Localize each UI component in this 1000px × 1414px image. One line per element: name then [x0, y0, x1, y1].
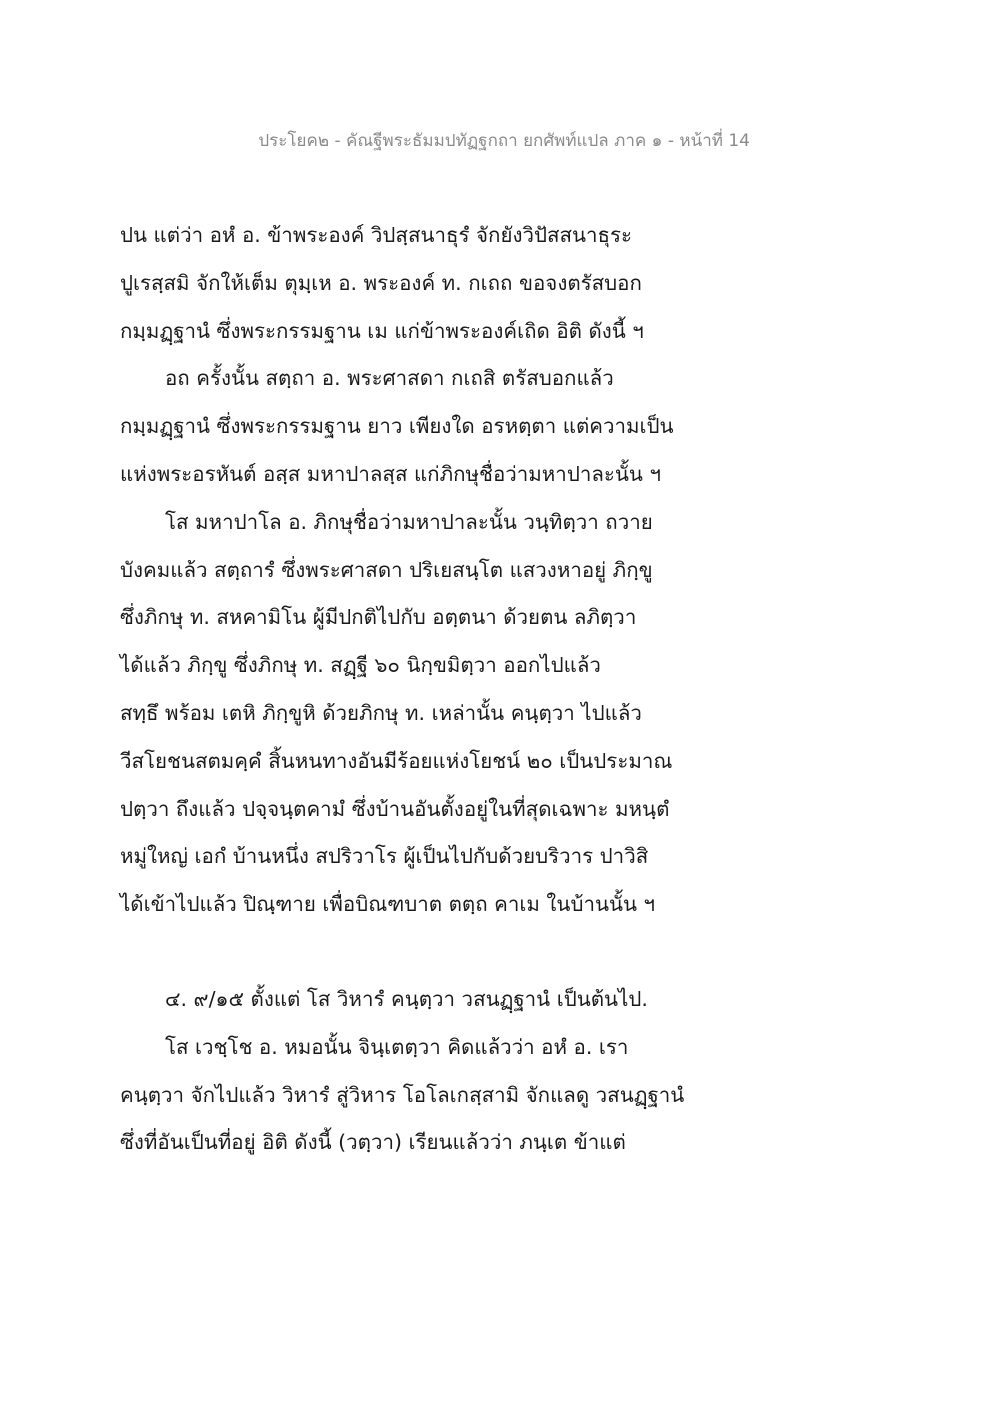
- text-line: ได้แล้ว ภิกฺขู ซึ่งภิกษุ ท. สฏฺฐี ๖๐ นิกฺขมิตฺวา ออกไปแล้ว: [120, 653, 601, 678]
- body-text: [120, 212, 760, 1167]
- text-line: แห่งพระอรหันต์ อสฺส มหาปาลสฺส แก่ภิกษุชื่อว่ามหาปาละนั้น ฯ: [120, 461, 661, 486]
- section-heading: [120, 976, 760, 1024]
- text-line: ปน แต่ว่า อหํ อ. ข้าพระองค์ วิปสฺสนาธุรํ จักยังวิปัสสนาธุระ: [120, 223, 633, 247]
- text-line: สทฺธึ พร้อม เตหิ ภิกฺขูหิ ด้วยภิกษุ ท. เหล่านั้น คนฺตฺวา ไปแล้ว: [120, 700, 642, 725]
- text-line: ซึ่งที่อันเป็นที่อยู่ อิติ ดังนี้ (วตฺวา) เรียนแล้วว่า ภนฺเต ข้าแต่: [120, 1130, 626, 1155]
- text-line: โส มหาปาโล อ. ภิกษุชื่อว่ามหาปาละนั้น วนฺทิตฺวา ถวาย: [165, 509, 653, 534]
- text-line: ปตฺวา ถึงแล้ว ปจฺจนฺตคามํ ซึ่งบ้านอันตั้งอยู่ในที่สุดเฉพาะ มหนฺตํ: [120, 796, 670, 821]
- paragraph: [120, 499, 760, 929]
- text-line: ซึ่งภิกษุ ท. สหคามิโน ผู้มีปกติไปกับ อตฺตนา ด้วยตน ลภิตฺวา: [120, 605, 637, 630]
- text-line: กมฺมฏฺฐานํ ซึ่งพระกรรมฐาน ยาว เพียงใด อรหตฺตา แต่ความเป็น: [120, 414, 674, 439]
- text-line: บังคมแล้ว สตฺถารํ ซึ่งพระศาสดา ปริเยสนฺโต แสวงหาอยู่ ภิกฺขู: [120, 557, 653, 582]
- text-line: หมู่ใหญ่ เอกํ บ้านหนึ่ง สปริวาโร ผู้เป็นไปกับด้วยบริวาร ปาวิสิ: [120, 844, 649, 869]
- paragraph: [120, 212, 760, 355]
- text-line: ปูเรสฺสมิ จักให้เต็ม ตุมฺเห อ. พระองค์ ท. กเถถ ขอจงตรัสบอก: [120, 270, 642, 295]
- running-header: ประโยค๒ - คัณฐีพระธัมมปทัฏฐกถา ยกศัพท์แปล ภาค ๑ - หน้าที่ 14: [258, 131, 750, 151]
- text-line: ๔. ๙/๑๕ ตั้งแต่ โส วิหารํ คนฺตฺวา วสนฏฺฐานํ เป็นต้นไป.: [165, 986, 648, 1011]
- text-line: วีสโยชนสตมคฺคํ สิ้นหนทางอันมีร้อยแห่งโยชน์ ๒๐ เป็นประมาณ: [120, 748, 673, 773]
- text-line: อถ ครั้งนั้น สตฺถา อ. พระศาสดา กเถสิ ตรัสบอกแล้ว: [165, 366, 614, 391]
- text-line: คนฺตฺวา จักไปแล้ว วิหารํ สู่วิหาร โอโลเกสฺสามิ จักแลดู วสนฏฺฐานํ: [120, 1082, 685, 1107]
- text-line: ได้เข้าไปแล้ว ปิณฺฑาย เพื่อบิณฑบาต ตตฺถ คาเม ในบ้านนั้น ฯ: [120, 892, 656, 917]
- paragraph: [120, 355, 760, 498]
- section-gap: [120, 929, 760, 976]
- text-line: โส เวชฺโช อ. หมอนั้น จินฺเตตฺวา คิดแล้วว่า อหํ อ. เรา: [165, 1034, 629, 1059]
- paragraph: [120, 1024, 760, 1167]
- text-line: กมฺมฏฺฐานํ ซึ่งพระกรรมฐาน เม แก่ข้าพระองค์เถิด อิติ ดังนี้ ฯ: [120, 318, 644, 343]
